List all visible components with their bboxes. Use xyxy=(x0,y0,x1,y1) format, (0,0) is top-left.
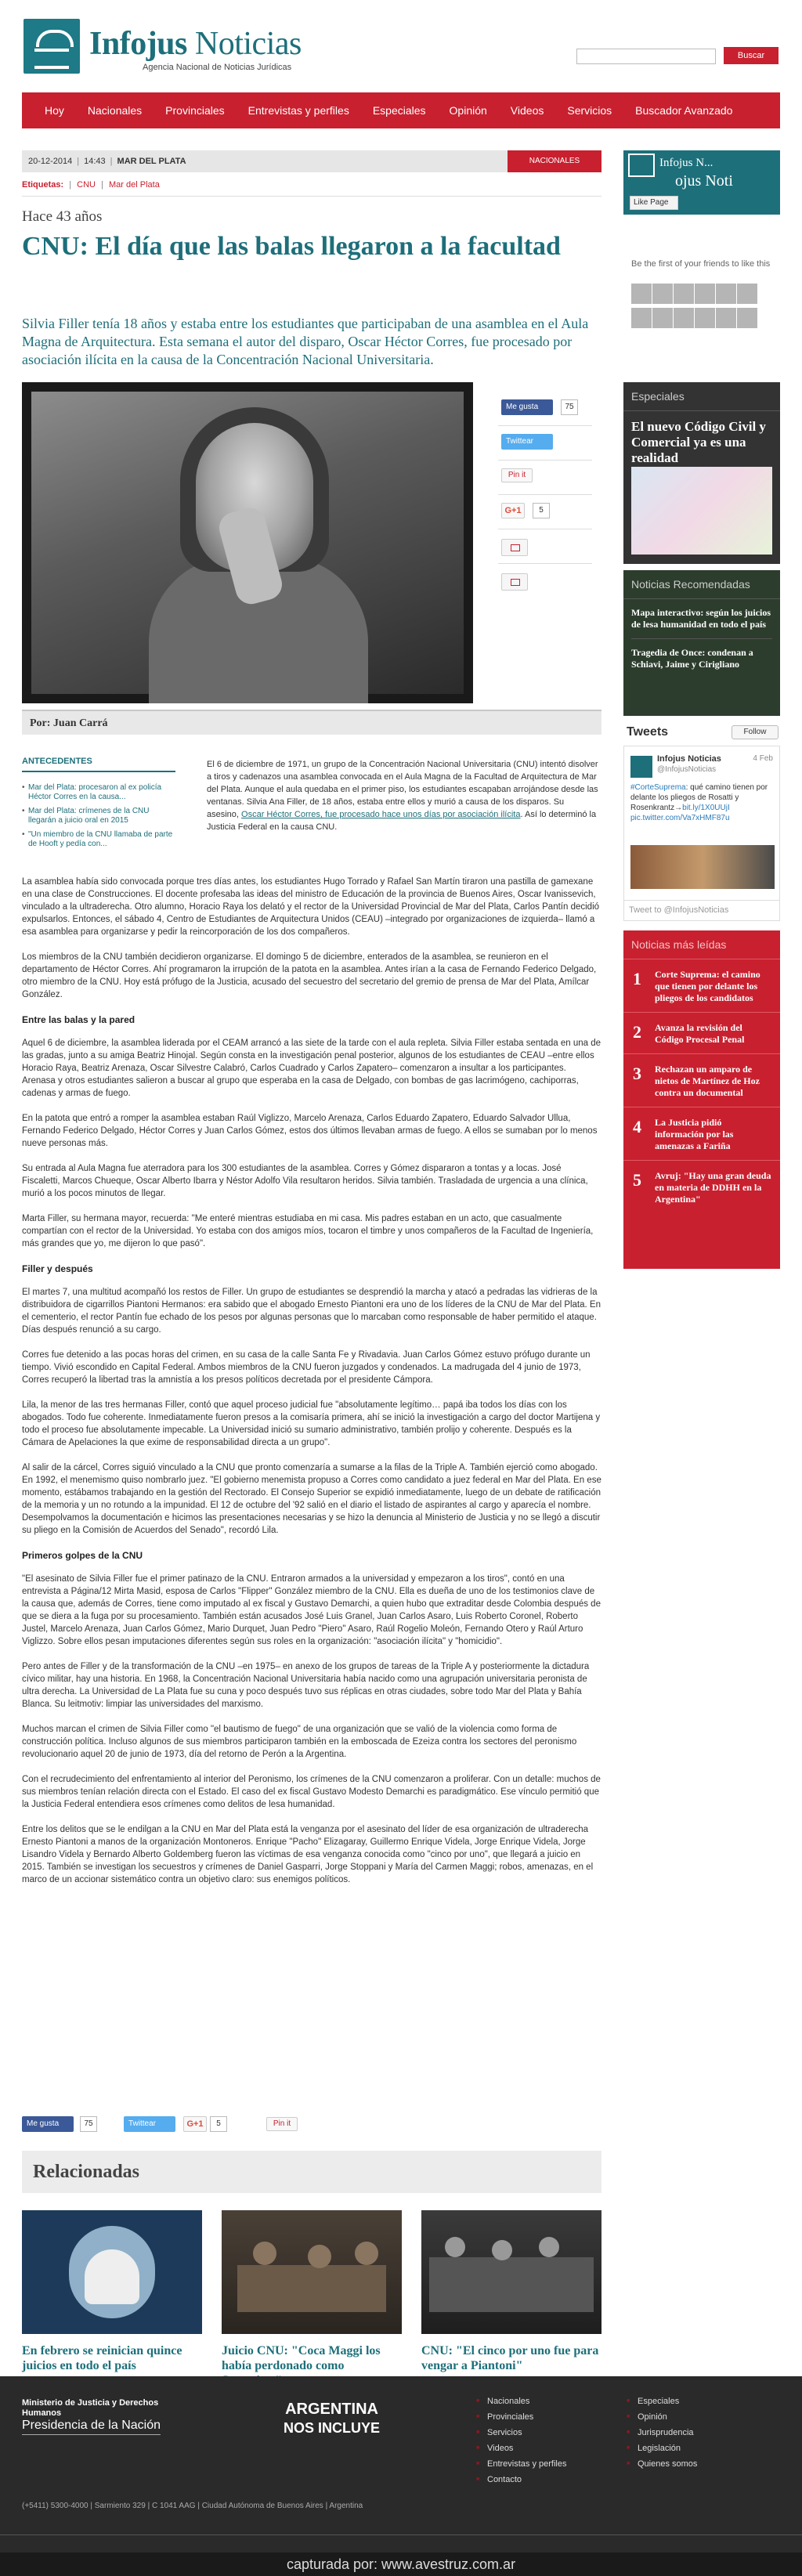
article-place: MAR DEL PLATA xyxy=(117,157,186,166)
nav-item-hoy[interactable]: Hoy xyxy=(45,104,64,117)
footer-link[interactable]: ■ Jurisprudencia xyxy=(627,2425,697,2441)
footer-link[interactable]: ■ Videos xyxy=(476,2441,566,2456)
antecedentes-list xyxy=(22,783,175,854)
share-print-row xyxy=(498,529,592,564)
related-caption[interactable]: CNU: "El cinco por uno fue para vengar a Piantoni" xyxy=(421,2344,599,2372)
tweet-link[interactable]: bit.ly/1X0UUjI xyxy=(682,804,730,812)
search-button[interactable]: Buscar xyxy=(724,47,779,64)
footer-links-col1 xyxy=(476,2394,566,2487)
footer-link[interactable]: ■ Especiales xyxy=(627,2394,697,2409)
first-par-link[interactable]: Oscar Héctor Corres, fue procesado hace unos días por asociación ilícita xyxy=(241,810,521,819)
nav-item-provinciales[interactable]: Provinciales xyxy=(165,104,225,117)
tweet-card xyxy=(623,746,780,921)
article-paragraph: Los miembros de la CNU también decidieron organizarse. El domingo 5 de diciembre, enterados de la asamblea, se reunieron en el departamento de Héctor Corres. Ahí programaron la irrupción de la patota en la asamblea. Antes irían a la casa de Fernando Federico Delgado, otro miembro de la CNU. Hoy está prófugo de la Justicia, acusado del secuestro del secretario del gremio de prensa de Mar del Plata, Amílcar González. xyxy=(22,952,597,999)
mas-leidas-rank: 3 xyxy=(633,1064,641,1083)
google-plus-count: 5 xyxy=(533,503,550,518)
share-email-row xyxy=(498,564,592,598)
facebook-friends-text: Be the first of your friends to like this xyxy=(631,259,771,269)
logo-icon[interactable] xyxy=(23,19,80,74)
article-paragraph: La asamblea había sido convocada porque tres días antes, los estudiantes Hugo Torrado y Rafael San Martín tiraron una pastilla de gamexane en una clase de Construcciones. El docente profesaba las ideas del ministro de Educación de la provincia de Buenos Aires, Oscar Ivanissevich, vinculado a la ultraderecha. Otro alumno, Horacio Raya los delató y el rector de la Universidad Provincial de Mar del Plata, Carlos Pantín decidió expulsarlos. Entonces, el sábado 4, Centro de Estudiantes de Arquitectura Unidos (CEAU) –integrado por organizaciones de izquierda– llamó a esa asamblea para organizarse y pedir la reincorporación de los dos compañeros. xyxy=(22,877,600,937)
avatar[interactable] xyxy=(630,756,652,778)
article-lead: Silvia Filler tenía 18 años y estaba entre los estudiantes que participaban de una asamblea en el Aula Magna de Arquitectura. Esta semana el autor del disparo, Oscar Héctor Corres, fue procesado por asociación ilícita en la causa de la Concentración Nacional Universitaria. xyxy=(22,316,589,367)
mas-leidas-block xyxy=(623,930,780,1269)
footer-argentina-logo[interactable] xyxy=(284,2400,380,2437)
article-date: 20-12-2014 xyxy=(28,157,73,166)
footer-presidency[interactable]: Presidencia de la Nación xyxy=(22,2419,161,2435)
tweet-date[interactable]: 4 Feb xyxy=(753,754,773,763)
antecedentes-underline xyxy=(22,771,175,772)
mas-leidas-item[interactable] xyxy=(623,1161,780,1213)
footer-argentina-line2: NOS INCLUYE xyxy=(284,2420,381,2436)
facebook-like-count: 75 xyxy=(80,2116,97,2132)
mas-leidas-headline[interactable]: Corte Suprema: el camino que tienen por delante los pliegos de los candidatos xyxy=(655,969,760,1003)
google-plus-button[interactable]: G+1 xyxy=(501,503,525,518)
nav-item-entrevistas[interactable]: Entrevistas y perfiles xyxy=(247,104,349,117)
pinterest-button[interactable]: Pin it xyxy=(266,2117,298,2131)
antecedentes-title: ANTECEDENTES xyxy=(22,757,92,766)
nav-item-opinion[interactable]: Opinión xyxy=(449,104,487,117)
footer-link[interactable]: ■ Provinciales xyxy=(476,2409,566,2425)
facebook-friend-faces xyxy=(631,284,777,331)
article-byline: Por: Juan Carrá xyxy=(22,710,602,735)
logo-subtitle: Agencia Nacional de Noticias Jurídicas xyxy=(143,63,292,72)
facebook-page-logo-icon xyxy=(628,154,655,177)
share-column xyxy=(498,392,592,598)
article-paragraph: Muchos marcan el crimen de Silvia Filler como "el bautismo de fuego" de una organización que se valió de la violencia como forma de construcción política. Incluso algunos de sus miembros participaron también en la emboscada de Ezeiza contra los sectores del peronismo revolucionario aquel 20 de junio de 1973, día del retorno de Perón a la Argentina. xyxy=(22,1725,577,1759)
related-item[interactable] xyxy=(222,2210,402,2388)
especiales-headline[interactable]: El nuevo Código Civil y Comercial ya es una realidad xyxy=(631,419,766,465)
tweet-hashtag[interactable]: #CorteSuprema xyxy=(630,783,686,792)
capture-watermark: capturada por: www.avestruz.com.ar xyxy=(0,2553,802,2576)
share-facebook-row xyxy=(498,392,592,426)
tag-mar-del-plata[interactable]: Mar del Plata xyxy=(109,180,160,190)
site-logo-title[interactable] xyxy=(89,25,302,63)
first-par-text-end: . Así lo determinó la Justicia Federal en la causa CNU. xyxy=(207,810,597,832)
share-gplus-row xyxy=(498,495,592,529)
article-paragraph: Entre los delitos que se le endilgan a la CNU en Mar del Plata está la venganza por el asesinato del líder de esa organización de ultraderecha Ernesto Piantoni a manos de la organización Montoneros. Enrique "Pacho" Elizagaray, Guillermo Enrique Videla, Jorge Enrique Videla, Jorge Lisandro Videla y Bernardo Alberto Goldemberg fueron las víctimas de esa venganza conocida como "cinco por uno", que llegará a juicio en 2015. También se investigan los secuestros y crímenes de Daniel Gasparri, Jorge Stoppani y María del Carmen Maggi; robos, amenazas, en el marco de un accionar sistemático contra un objetivo claro: sus enemigos políticos. xyxy=(22,1825,594,1884)
facebook-like-button[interactable]: Me gusta xyxy=(22,2116,74,2132)
mas-leidas-rank: 5 xyxy=(633,1170,641,1190)
site-footer xyxy=(0,2376,802,2553)
tweet-compose-input[interactable]: Tweet to @InfojusNoticias xyxy=(624,900,779,920)
article-title: CNU: El día que las balas llegaron a la facultad xyxy=(22,232,561,261)
tweet-image[interactable] xyxy=(630,845,775,889)
logo-word-noticias: Noticias xyxy=(194,26,302,62)
article-paragraph: Corres fue detenido a las pocas horas del crimen, en su casa de la calle Santa Fe y Rivadavia. Juan Carlos Gómez estuvo prófugo durante un tiempo. Vivió escondido en Capital Federal. Ambos miembros de la CNU fueron juzgados y condenados. La madrugada del 4 junio de 1973, Corres recuperó la libertad tras la amnistía a los presos políticos decretada por el presidente Cámpora. xyxy=(22,1350,591,1385)
tag-cnu[interactable]: CNU xyxy=(77,180,96,190)
related-image[interactable] xyxy=(22,2210,202,2334)
mas-leidas-title: Noticias más leídas xyxy=(623,930,780,959)
article-paragraph: Pero antes de Filler y de la transformación de la CNU –en 1975– en anexo de los grupos de tareas de la Triple A y posteriormente la dictadura cívico militar, hay una historia. En 1968, la Concentración Nacional Universitaria había nacido como una agrupación universitaria peronista de ultra derecha. La Universidad de La Plata fue su cuna y poco después tuvo sus réplicas en otras ciudades, sobre todo Mar del Plata y Bahía Blanca. Su leitmotiv: limpiar las universidades del marxismo. xyxy=(22,1662,590,1709)
tweet-author-handle[interactable]: @InfojusNoticias xyxy=(657,765,717,774)
article-paragraph: Con el recrudecimiento del enfrentamiento al interior del Peronismo, los crímenes de la CNU comenzaron a proliferar. Con un detalle: muchos de sus miembros tenían relación directa con el Estado. El caso del ex fiscal Gustavo Modesto Demarchi es paradigmático. Ese vínculo permitió que la Justicia Federal entendiera esos crímenes como delitos de lesa humanidad. xyxy=(22,1775,601,1809)
footer-link[interactable]: ■ Servicios xyxy=(476,2425,566,2441)
article-datetime: 20-12-2014 | 14:43 | MAR DEL PLATA xyxy=(28,157,186,166)
mas-leidas-rank: 2 xyxy=(633,1022,641,1042)
search-input[interactable] xyxy=(576,49,716,64)
recomendadas-block xyxy=(623,570,780,716)
related-item[interactable] xyxy=(421,2210,602,2373)
facebook-like-count: 75 xyxy=(561,399,578,415)
antecedentes-item[interactable]: • Mar del Plata: crímenes de la CNU llegarán a juicio oral en 2015 xyxy=(22,807,175,826)
article-first-paragraph xyxy=(207,758,598,833)
article-paragraph: Lila, la menor de las tres hermanas Filler, contó que aquel proceso judicial fue "absolutamente legítimo… papá iba todos los días con los abogados. Todo fue coherente. Inmediatamente fueron presos a la comisaría primera, ahí se inició la investigación a cargo del doctor Martijena y todo el proceso fue absolutamente impecable. La Universidad inició su sumario administrativo, también prolijo y coherente. Después es la Cámara de Apelaciones la que exime de responsabilidad directa a un grupo". xyxy=(22,1400,601,1447)
mas-leidas-rank: 4 xyxy=(633,1117,641,1136)
article-paragraph: Marta Filler, su hermana mayor, recuerda: "Me enteré mientras estudiaba en mi casa. Mis padres estaban en un acto, que casualmente compartían con el rector de la Universidad. Yo estaba con dos amigos míos, tocaron el timbre y unos compañeros de la Facultad de Ingeniería, más grandes que yo, me dijeron lo que pasó". xyxy=(22,1214,594,1248)
article-body xyxy=(22,876,602,1899)
especiales-block xyxy=(623,382,780,564)
facebook-page-widget[interactable] xyxy=(623,150,780,215)
footer-link[interactable]: ■ Contacto xyxy=(476,2472,566,2487)
recomendadas-item[interactable]: Tragedia de Once: condenan a Schiavi, Jaime y Cirigliano xyxy=(631,647,753,670)
share-pinterest-row xyxy=(498,461,592,495)
especiales-image[interactable] xyxy=(631,467,772,555)
tweets-title: Tweets xyxy=(627,725,669,739)
first-par-text: El 6 de diciembre de 1971, un grupo de la Concentración Nacional Universitaria (CNU) intentó disolver a tiros y cadenazos una asamblea convocada en el Aula Magna de la Facultad de Arquitectura de Mar del Plata. Aunque el aula quedaba en el primer piso, los estudiantes escapaban arrojándose desde las ventanas. Silvia Ana Filler, de 18 años, estaba entre ellos y murió a causa de los disparos. Su asesino, xyxy=(207,760,598,819)
footer-address: (+5411) 5300-4000 | Sarmiento 329 | C 1041 AAG | Ciudad Autónoma de Buenos Aires | Argentina xyxy=(22,2502,363,2510)
section-badge[interactable]: NACIONALES xyxy=(508,150,602,172)
mas-leidas-item[interactable] xyxy=(623,1054,780,1107)
twitter-follow-button[interactable]: Follow xyxy=(732,725,779,739)
article-paragraph: "El asesinato de Silvia Filler fue el primer patinazo de la CNU. Entraron armados a la universidad y empezaron a los tiros", contó en una entrevista a Página/12 Mirta Masid, esposa de Carlos "Flipper" González miembro de la CNU. Ella es dueña de uno de los testimonios clave de la causa que, además de Corres, tiene como imputado al ex fiscal y Gustavo Demarchi, a quien hubo que extraditar desde Colombia después de que se diera a la fuga por su procesamiento. También están acusados José Luis Granel, Juan Carlos Asaro, Luis Roberto Coronel, Roberto Justel, Marcelo Arenaza, Juan Carlos Gómez, Mario Durquet, Juan Pedro "Piero" Asaro, Raúl Rogelio Moleón, Fernando Otero y Raúl Arturo Viglizzo. Sobre ellos pesan imputaciones diferentes según sus roles en la organización: "asociación ilícita" y "homicidio". xyxy=(22,1574,601,1646)
antecedentes-item[interactable]: • "Un miembro de la CNU llamaba de parte de Hooft y pedía con... xyxy=(22,830,175,849)
footer-ministry[interactable]: Ministerio de Justicia y Derechos Humanos xyxy=(22,2398,159,2418)
facebook-like-button[interactable]: Me gusta xyxy=(501,399,553,415)
nav-item-videos[interactable]: Videos xyxy=(510,104,544,117)
twitter-widget xyxy=(623,722,780,921)
mas-leidas-item[interactable] xyxy=(623,1107,780,1161)
nav-item-especiales[interactable]: Especiales xyxy=(372,104,426,117)
photo-background xyxy=(31,392,464,694)
footer-link[interactable]: ■ Nacionales xyxy=(476,2394,566,2409)
recomendadas-title: Noticias Recomendadas xyxy=(623,570,780,599)
footer-links-col2 xyxy=(627,2394,697,2472)
pinterest-button[interactable]: Pin it xyxy=(501,468,533,482)
related-image[interactable] xyxy=(222,2210,402,2334)
recomendadas-item[interactable]: Mapa interactivo: según los juicios de lesa humanidad en todo el país xyxy=(631,607,771,630)
print-icon[interactable] xyxy=(501,539,528,556)
mas-leidas-item[interactable] xyxy=(623,959,780,1013)
footer-link[interactable]: ■ Legislación xyxy=(627,2441,697,2456)
share-row-bottom xyxy=(22,2115,602,2133)
tags-row: Etiquetas: | CNU | Mar del Plata xyxy=(22,180,160,190)
footer-link[interactable]: ■ Entrevistas y perfiles xyxy=(476,2456,566,2472)
related-item[interactable] xyxy=(22,2210,202,2373)
especiales-title: Especiales xyxy=(623,382,780,411)
divider xyxy=(22,196,602,197)
related-title: Relacionadas xyxy=(33,2162,140,2182)
footer-divider xyxy=(0,2534,802,2535)
tags-label: Etiquetas: xyxy=(22,180,64,190)
article-paragraph: El martes 7, una multitud acompañó los restos de Filler. Un grupo de estudiantes se desprendió la marcha y atacó a pedradas las vidrieras de la distribuidora de cigarrillos Piantoni Hermanos: era sabido que el abogado Ernesto Piantoni era uno de los líderes de la CNU de Mar del Plata. En el cementerio, el rector Pantín fue echado de los pesos por algunas personas que lo marcaban como responsable de haber permitido el ataque. Días después renunció a su cargo. xyxy=(22,1288,601,1335)
email-icon[interactable] xyxy=(501,573,528,591)
article-subheading: Entre las balas y la pared xyxy=(22,1014,135,1025)
google-plus-count: 5 xyxy=(210,2116,227,2132)
footer-link[interactable]: ■ Opinión xyxy=(627,2409,697,2425)
nav-item-nacionales[interactable]: Nacionales xyxy=(87,104,143,117)
mas-leidas-item[interactable] xyxy=(623,1013,780,1054)
share-twitter-row xyxy=(498,426,592,461)
related-header xyxy=(22,2151,602,2193)
mas-leidas-headline[interactable]: Avruj: "Hay una gran deuda en materia de DDHH en la Argentina" xyxy=(655,1170,771,1205)
article-kicker: Hace 43 años xyxy=(22,208,103,225)
article-paragraph: Al salir de la cárcel, Corres siguió vinculado a la CNU que pronto comenzaría a sumarse a la filas de la Triple A. También ejerció como abogado. En 1992, el menemismo quiso nombrarlo juez. "El gobierno menemista propuso a Corres como candidato a juez federal en Mar del Plata. En ese momento, estábamos trabajando en la gestión del Rectorado. El Consejo Superior se expidió inmediatamente, luego de un debate de ratificación de la memoria y un no rotundo a la impunidad. El 12 de octubre del '92 salió en el diario el listado de aspirantes al cargo y aparecía el nombre. Desempolvamos la documentación e hicimos las presentaciones necesarias y se hizo la denuncia al Ministerio de Justicia y no se llegó a discutir su pliego en la Comisión de Acuerdos del Senado", recordó Lila. xyxy=(22,1463,602,1535)
article-time: 14:43 xyxy=(84,157,106,166)
article-subheading: Primeros golpes de la CNU xyxy=(22,1550,143,1561)
mas-leidas-headline[interactable]: La Justicia pidió información por las amenazas a Fariña xyxy=(655,1117,734,1151)
google-plus-button[interactable]: G+1 xyxy=(183,2116,207,2132)
related-image[interactable] xyxy=(421,2210,602,2334)
article-photo xyxy=(22,382,473,703)
twitter-tweet-button[interactable]: Twittear xyxy=(124,2116,175,2132)
article-subheading: Filler y después xyxy=(22,1263,93,1274)
article-meta-bar xyxy=(22,150,602,172)
related-caption[interactable]: En febrero se reinician quince juicios en todo el país xyxy=(22,2344,182,2372)
mas-leidas-rank: 1 xyxy=(633,969,641,988)
facebook-like-page-button[interactable]: Like Page xyxy=(630,196,678,210)
article-paragraph: En la patota que entró a romper la asamblea estaban Raúl Viglizzo, Marcelo Arenaza, Carlos Eduardo Zapatero, Eduardo Salvador Ullua, Fernando Federico Delgado, Héctor Corres y Juan Carlos Gómez, estos dos últimos llevaban armas de fuego. A ellos se sumaban por lo menos nueve personas más. xyxy=(22,1114,598,1148)
logo-word-infojus: Infojus xyxy=(89,26,187,62)
tweet-pic-link[interactable]: pic.twitter.com/Va7xHMF87u xyxy=(630,814,730,822)
mas-leidas-headline[interactable]: Rechazan un amparo de nietos de Martínez de Hoz contra un documental xyxy=(655,1064,760,1098)
footer-link[interactable]: ■ Quienes somos xyxy=(627,2456,697,2472)
tweet-text xyxy=(630,782,775,823)
nav-item-servicios[interactable]: Servicios xyxy=(567,104,612,117)
nav-item-buscador[interactable]: Buscador Avanzado xyxy=(635,104,733,117)
twitter-tweet-button[interactable]: Twittear xyxy=(501,434,553,450)
antecedentes-item[interactable]: • Mar del Plata: procesaron al ex policía Héctor Corres en la causa... xyxy=(22,783,175,802)
article-paragraph: Aquel 6 de diciembre, la asamblea liderada por el CEAM arrancó a las siete de la tarde con el aula repleta. Silvia Filler estaba sentada en una de las gradas, junto a su amiga Beatriz Hinojal. Según consta en la investigación penal posterior, algunos de los estudiantes de CEAU –entre ellos Horacio Raya, Beatriz Arenaza, Oscar Silvestre Calabró, Carlos Cuadrado y Carlos Zapatero– comenzaron a insultar a los participantes. Arenasa y otros estudiantes salieron a buscar al grupo que esperaba en la casa de Delgado, con bombas de gas lacrimógeno, cachiporras, cadenas y armas de fuego. xyxy=(22,1039,601,1098)
mas-leidas-headline[interactable]: Avanza la revisión del Código Procesal Penal xyxy=(655,1022,745,1045)
footer-argentina-line1: ARGENTINA xyxy=(285,2401,378,2418)
related-caption[interactable]: Juicio CNU: "Coca Maggi los había perdonado como xyxy=(222,2344,381,2372)
tweet-body: : qué camino tienen por delante los pliegos de Rosatti y Rosenkrantz→ xyxy=(630,783,768,812)
site-header xyxy=(0,0,802,85)
article-paragraph: Su entrada al Aula Magna fue aterradora para los 300 estudiantes de la asamblea. Corres y Gómez dispararon a tontas y a locas. José Fiscaletti, Marcos Chueque, Oscar Alberto Ibarra y Néstor Adolfo Vila resultaron heridos. Silvia también. Trasladada de urgencia a una clínica, murió a los pocos minutos de llegar. xyxy=(22,1164,588,1198)
tweet-author-name[interactable]: Infojus Noticias xyxy=(657,754,721,764)
facebook-cover-text: ojus Noti xyxy=(675,172,733,190)
facebook-page-name[interactable]: Infojus N... xyxy=(659,157,713,169)
main-nav xyxy=(22,92,780,128)
